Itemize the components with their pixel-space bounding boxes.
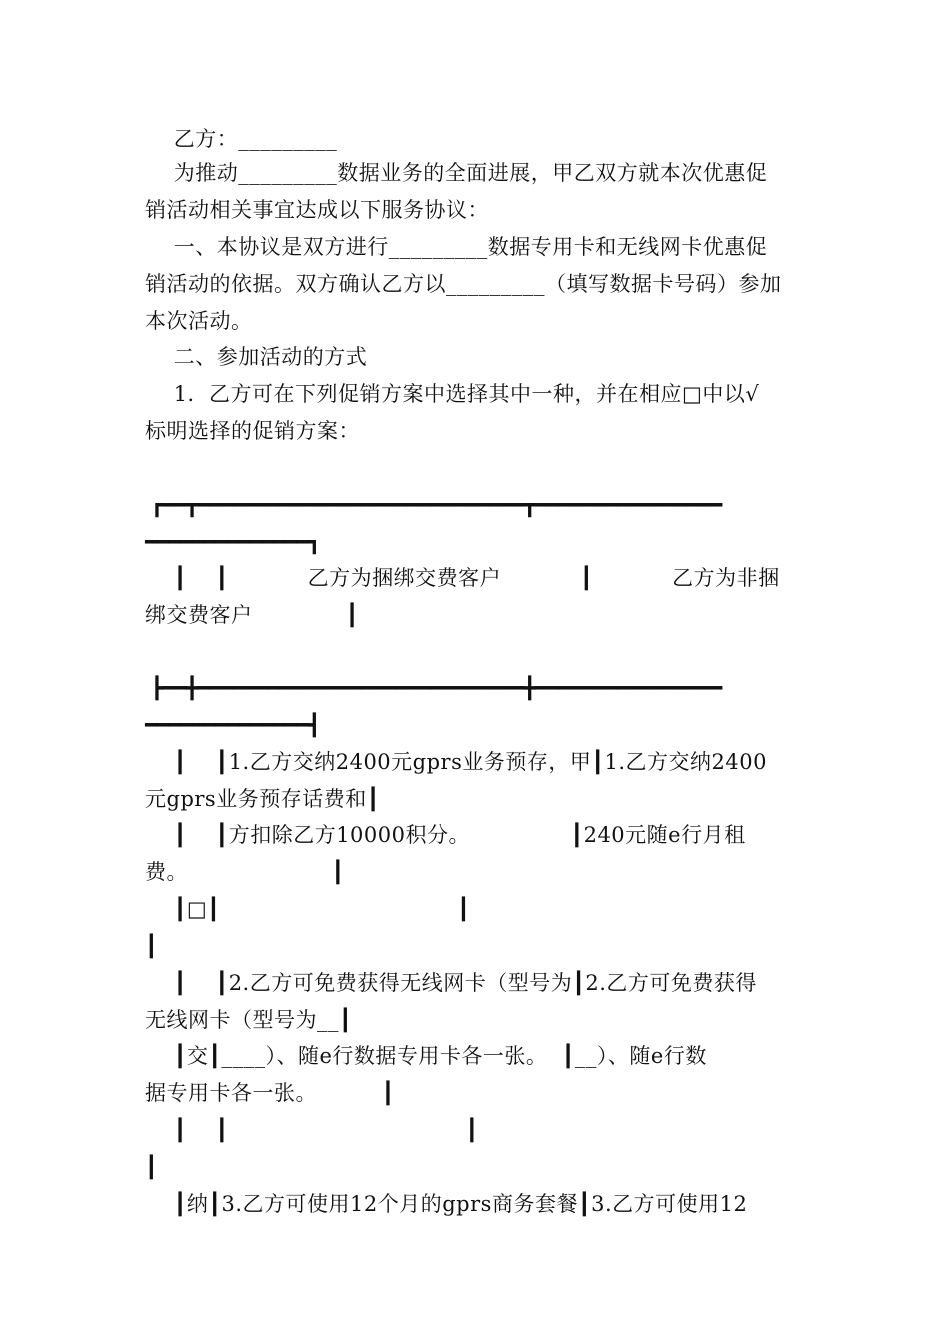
paragraph-line: 为推动_________数据业务的全面进展，甲乙双方就本次优惠促 [145,161,768,185]
paragraph-line: 销活动相关事宜达成以下服务协议： [145,198,489,222]
paragraph-line: 一、本协议是双方进行_________数据专用卡和无线网卡优惠促 [145,235,768,259]
table-row-line: 费。 ┃ [145,860,345,884]
table-row-line: ┃交┃____）、随e行数据专用卡各一张。 ┃__）、随e行数 [145,1044,707,1068]
party-b-line: 乙方：_________ [145,127,338,151]
table-header-line: 绑交费客户 ┃ [145,603,359,627]
table-header-line: ┃ ┃ 乙方为捆绑交费客户 ┃ 乙方为非捆 [145,566,780,590]
table-row-line: ┃ ┃ ┃ [145,1118,479,1142]
table-row-line: ┃□┃ ┃ [145,897,471,921]
table-row-line: ┃纳┃3.乙方可使用12个月的gprs商务套餐┃3.乙方可使用12 [145,1192,748,1216]
table-row-line: 无线网卡（型号为__┃ [145,1008,353,1032]
table-border-line: ┏━━┳━━━━━━━━━━━━━━━━━━━━━━━━━━━━┳━━━━━━━━━━━━━━━━ [145,493,722,517]
table-row-line: ┃ [145,1155,159,1179]
table-border-line: ━━━━━━━━━━━━━━┫ [145,713,320,737]
table-border-line: ━━━━━━━━━━━━━━┓ [145,530,320,554]
table-row-line: ┃ ┃2.乙方可免费获得无线网卡（型号为┃2.乙方可免费获得 [145,971,757,995]
table-row-line: ┃ [145,934,159,958]
paragraph-line: 销活动的依据。双方确认乙方以_________（填写数据卡号码）参加 [145,272,782,296]
paragraph-line: 标明选择的促销方案： [145,419,360,443]
table-row-line: 元gprs业务预存话费和┃ [145,787,380,811]
table-row-line: ┃ ┃1.乙方交纳2400元gprs业务预存，甲┃1.乙方交纳2400 [145,750,767,774]
table-row-line: ┃ ┃方扣除乙方10000积分。 ┃240元随e行月租 [145,823,746,847]
paragraph-line: 1．乙方可在下列促销方案中选择其中一种，并在相应□中以√ [145,382,760,406]
table-row-line: 据专用卡各一张。 ┃ [145,1081,395,1105]
paragraph-line: 本次活动。 [145,309,253,333]
table-border-line: ┣━━╋━━━━━━━━━━━━━━━━━━━━━━━━━━━━╋━━━━━━━━━━━━━━━━ [145,676,722,700]
section-heading: 二、参加活动的方式 [145,345,368,369]
